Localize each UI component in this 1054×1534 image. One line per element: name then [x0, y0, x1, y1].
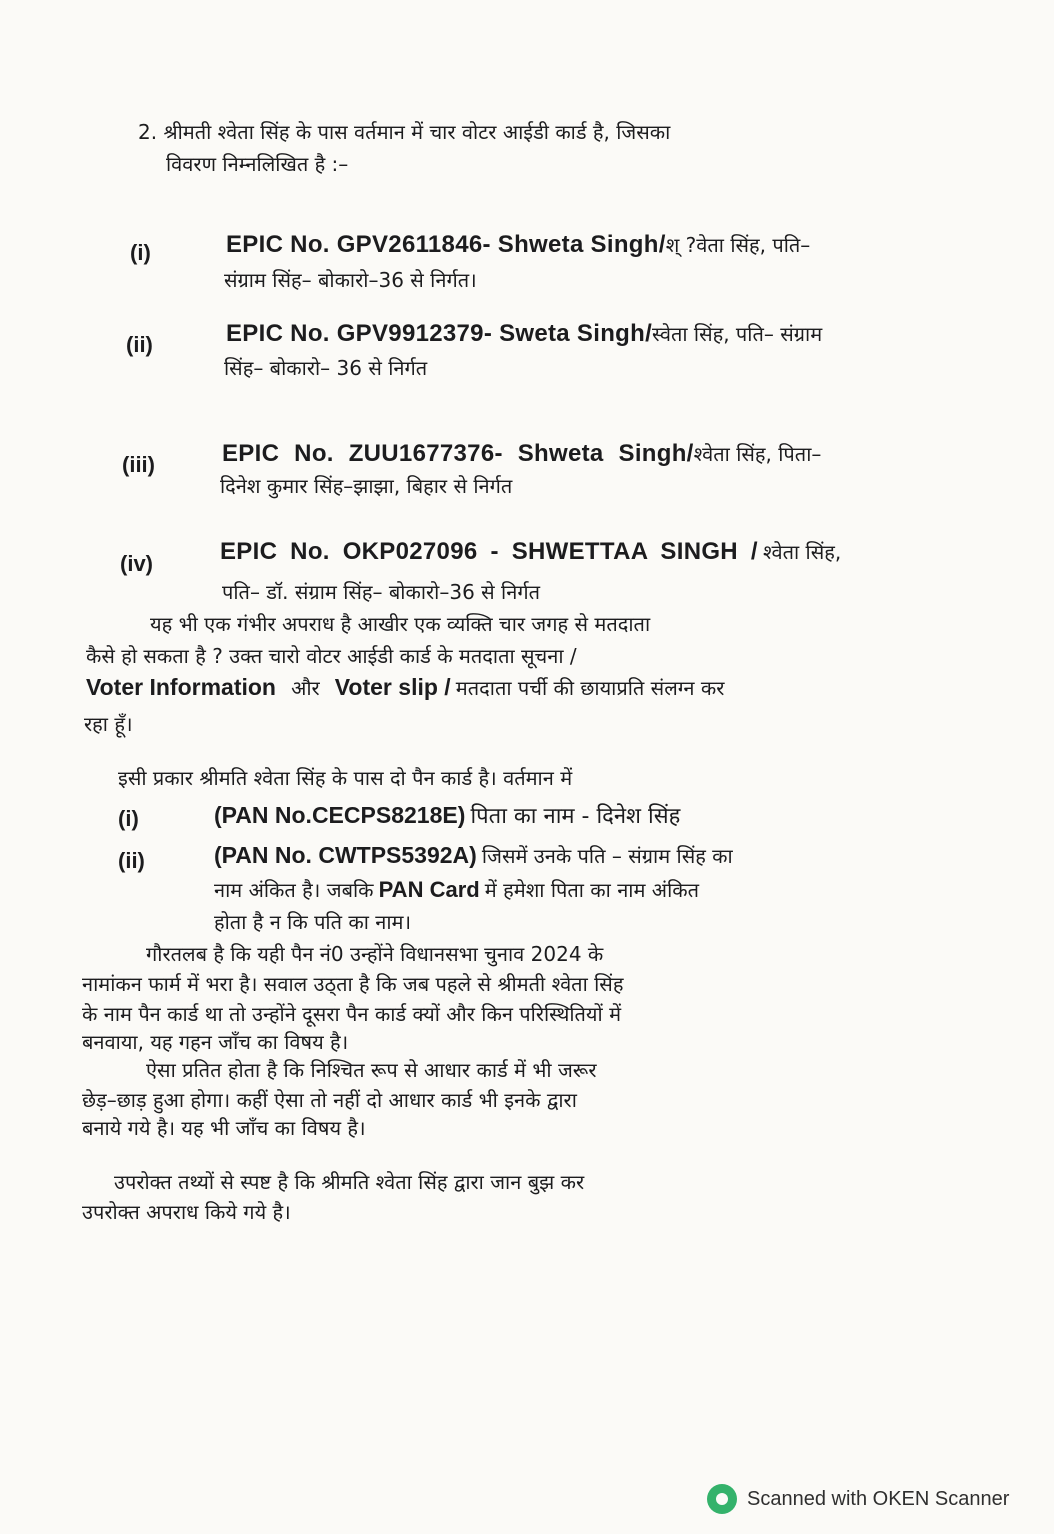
scanner-watermark	[707, 1484, 1009, 1514]
voter-slip-label: Voter slip /	[334, 674, 451, 700]
nomination-line-3: के नाम पैन कार्ड था तो उन्होंने दूसरा पैन कार्ड क्यों और किन परिस्थितियों में	[82, 1002, 622, 1026]
pan-item-roman: (i)	[118, 806, 139, 831]
pan-item-line	[214, 842, 733, 869]
scanner-watermark-text: Scanned with OKEN Scanner	[747, 1487, 1010, 1510]
epic-item-line-2: संग्राम सिंह– बोकारो–36 से निर्गत।	[224, 268, 477, 292]
epic-item-roman: (ii)	[126, 332, 153, 357]
aadhar-line-3: बनाये गये है। यह भी जाँच का विषय है।	[82, 1116, 366, 1140]
aadhar-line-2: छेड़–छाड़ हुआ होगा। कहीं ऐसा तो नहीं दो आधार कार्ड भी इनके द्वारा	[82, 1088, 577, 1112]
pan-ii-text-a: नाम अंकित है। जबकि	[214, 878, 374, 902]
epic-item-line-2: सिंह– बोकारो– 36 से निर्गत	[224, 356, 428, 380]
pan-number: (PAN No.CECPS8218E)	[214, 802, 466, 828]
pan-card-label: PAN Card	[378, 877, 480, 902]
pan-ii-line-2	[214, 876, 699, 903]
voter-slip-hindi: मतदाता पर्ची की छायाप्रति संलग्न कर	[455, 676, 725, 700]
epic-name-hindi: श् ?वेता सिंह, पति–	[665, 233, 811, 257]
epic-item-roman: (i)	[130, 240, 151, 265]
epic-item-line-2: दिनेश कुमार सिंह–झाझा, बिहार से निर्गत	[220, 474, 513, 498]
oken-scanner-logo-icon	[707, 1484, 737, 1514]
epic-name-hindi: स्वेता सिंह, पति– संग्राम	[652, 322, 823, 346]
pan-intro: इसी प्रकार श्रीमति श्वेता सिंह के पास दो पैन कार्ड है। वर्तमान में	[118, 766, 573, 790]
crime-line-4: रहा हूँ।	[84, 712, 133, 736]
and-word: और	[291, 676, 320, 700]
intro-line-1: 2. श्रीमती श्वेता सिंह के पास वर्तमान में चार वोटर आईडी कार्ड है, जिसका	[138, 120, 671, 144]
intro-line-2: विवरण निम्नलिखित है :–	[166, 152, 349, 176]
pan-item-roman: (ii)	[118, 848, 145, 873]
conclusion-line-2: उपरोक्त अपराध किये गये है।	[82, 1200, 291, 1224]
epic-number: EPIC No. OKP027096 - SHWETTAA SINGH /	[220, 538, 758, 565]
epic-number: EPIC No. ZUU1677376- Shweta Singh/	[222, 440, 694, 467]
voter-information-label: Voter Information	[86, 674, 276, 700]
epic-item-roman: (iv)	[120, 551, 153, 576]
nomination-line-1: गौरतलब है कि यही पैन नं0 उन्होंने विधानसभा चुनाव 2024 के	[146, 942, 604, 966]
epic-name-hindi: श्वेता सिंह,	[762, 540, 842, 564]
epic-item-line-1	[222, 440, 821, 468]
epic-number: EPIC No. GPV2611846- Shweta Singh/	[226, 231, 666, 258]
pan-ii-text-c: में हमेशा पिता का नाम अंकित	[484, 878, 700, 902]
pan-detail: पिता का नाम - दिनेश सिंह	[470, 804, 681, 829]
epic-number: EPIC No. GPV9912379- Sweta Singh/	[226, 320, 653, 347]
pan-ii-line-3: होता है न कि पति का नाम।	[214, 910, 412, 934]
epic-name-hindi: श्वेता सिंह, पिता–	[693, 442, 822, 466]
pan-item-line	[214, 800, 680, 830]
epic-item-line-1	[226, 320, 822, 348]
epic-item-line-1	[220, 538, 841, 566]
aadhar-line-1: ऐसा प्रतित होता है कि निश्चित रूप से आधार कार्ड में भी जरूर	[146, 1058, 597, 1082]
epic-item-roman: (iii)	[122, 452, 155, 477]
nomination-line-4: बनवाया, यह गहन जाँच का विषय है।	[82, 1030, 349, 1054]
pan-number: (PAN No. CWTPS5392A)	[214, 842, 477, 868]
nomination-line-2: नामांकन फार्म में भरा है। सवाल उठ्ता है कि जब पहले से श्रीमती श्वेता सिंह	[82, 972, 624, 996]
conclusion-line-1: उपरोक्त तथ्यों से स्पष्ट है कि श्रीमति श्वेता सिंह द्वारा जान बुझ कर	[114, 1170, 585, 1194]
pan-detail: जिसमें उनके पति – संग्राम सिंह का	[481, 844, 733, 868]
crime-line-1: यह भी एक गंभीर अपराध है आखीर एक व्यक्ति चार जगह से मतदाता	[150, 612, 651, 636]
epic-item-line-1	[226, 231, 810, 259]
epic-item-line-2: पति– डॉ. संग्राम सिंह– बोकारो–36 से निर्गत	[222, 580, 540, 604]
crime-line-2: कैसे हो सकता है ? उक्त चारो वोटर आईडी कार्ड के मतदाता सूचना /	[86, 644, 577, 668]
crime-line-3	[86, 674, 724, 701]
